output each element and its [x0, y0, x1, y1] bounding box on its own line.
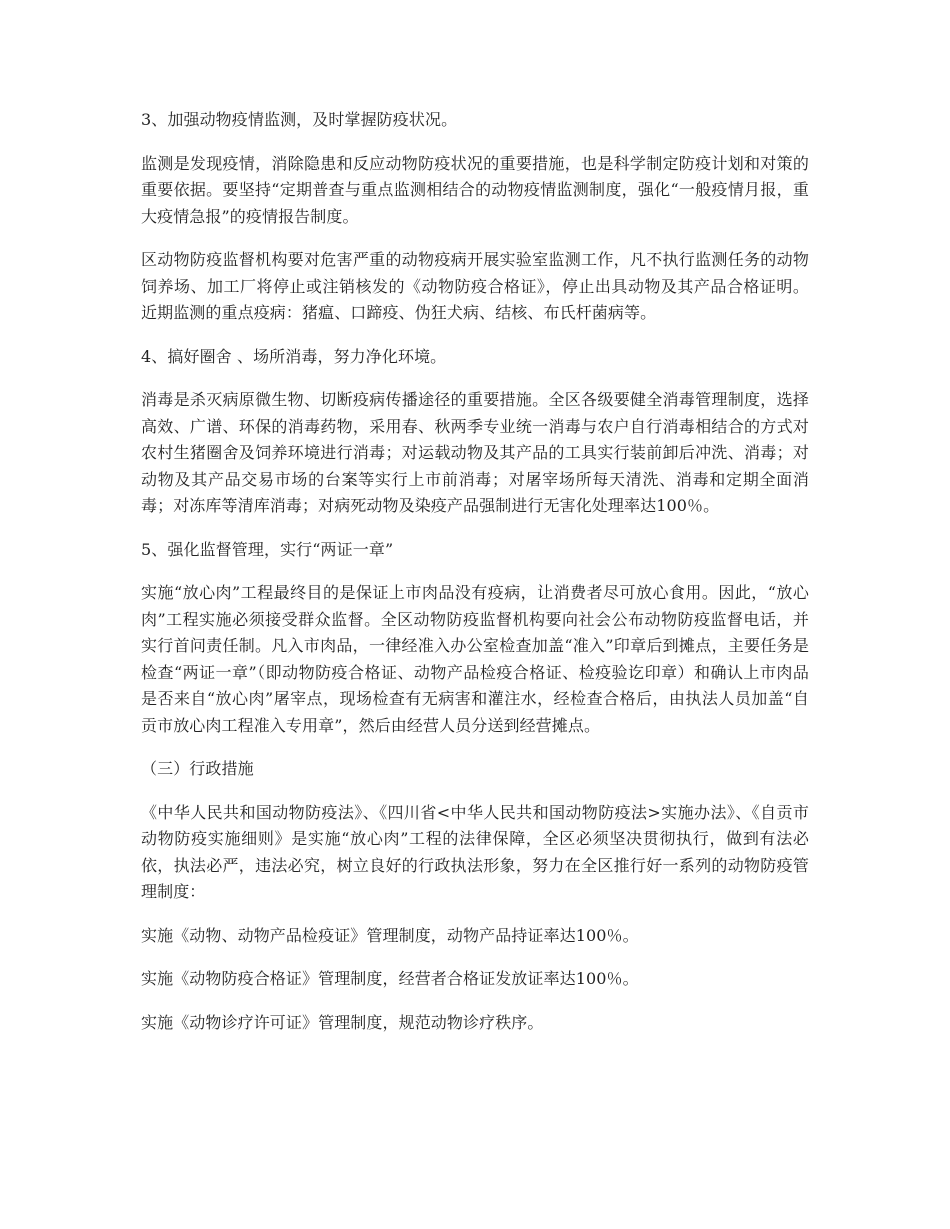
paragraph-legal-basis: 《中华人民共和国动物防疫法》、《四川省<中华人民共和国动物防疫法>实施办法》、《自贡市动物防疫实施细则》是实施“放心肉”工程的法律保障，全区必须坚决贯彻执行，做到有法必依，执法必严，违法必究，树立良好的行政执法形象，努力在全区推行好一系列的动物防疫管理制度：	[141, 802, 809, 901]
list-item-treatment-license: 实施《动物诊疗许可证》管理制度，规范动物诊疗秩序。	[141, 1012, 544, 1032]
list-item-quarantine-certificate: 实施《动物、动物产品检疫证》管理制度，动物产品持证率达100％。	[141, 925, 639, 945]
document-page	[141, 107, 809, 1053]
section-heading-4: 4、搞好圈舍 、场所消毒，努力净化环境。	[141, 346, 447, 366]
paragraph-monitoring-importance: 监测是发现疫情，消除隐患和反应动物防疫状况的重要措施，也是科学制定防疫计划和对策的重要依据。要坚持“定期普查与重点监测相结合的动物疫情监测制度，强化“一般疫情月报，重大疫情急报”的疫情报告制度。	[141, 153, 809, 226]
paragraph-lab-monitoring: 区动物防疫监督机构要对危害严重的动物疫病开展实验室监测工作，凡不执行监测任务的动物饲养场、加工厂将停止或注销核发的《动物防疫合格证》，停止出具动物及其产品合格证明。近期监测的重点疫病：猪瘟、口蹄疫、伪狂犬病、结核、布氏杆菌病等。	[141, 250, 809, 322]
paragraph-disinfection: 消毒是杀灭病原微生物、切断疫病传播途径的重要措施。全区各级要健全消毒管理制度，选择高效、广谱、环保的消毒药物，采用春、秋两季专业统一消毒与农户自行消毒相结合的方式对农村生猪圈舍及饲养环境进行消毒；对运载动物及其产品的工具实行装前卸后冲洗、消毒；对动物及其产品交易市场的台案等实行上市前消毒；对屠宰场所每天清洗、消毒和定期全面消毒；对冻库等清库消毒；对病死动物及染疫产品强制进行无害化处理率达100％。	[141, 390, 809, 515]
section-heading-3: 3、加强动物疫情监测，及时掌握防疫状况。	[141, 110, 458, 129]
section-heading-5: 5、强化监督管理，实行“两证一章”	[141, 539, 394, 559]
list-item-epidemic-prevention-certificate: 实施《动物防疫合格证》管理制度，经营者合格证发放证率达100％。	[141, 969, 639, 988]
paragraph-supervision: 实施“放心肉”工程最终目的是保证上市肉品没有疫病，让消费者尽可放心食用。因此，“放心肉”工程实施必须接受群众监督。全区动物防疫监督机构要向社会公布动物防疫监督电话，并实行首问责任制。凡入市肉品，一律经准入办公室检查加盖“准入”印章后到摊点，主要任务是检查“两证一章”（即动物防疫合格证、动物产品检疫合格证、检疫验讫印章）和确认上市肉品是否来自“放心肉”屠宰点，现场检查有无病害和灌注水，经检查合格后，由执法人员加盖“自贡市放心肉工程准入专用章”，然后由经营人员分送到经营摊点。	[141, 583, 809, 735]
section-heading-administrative: （三）行政措施	[141, 759, 254, 778]
